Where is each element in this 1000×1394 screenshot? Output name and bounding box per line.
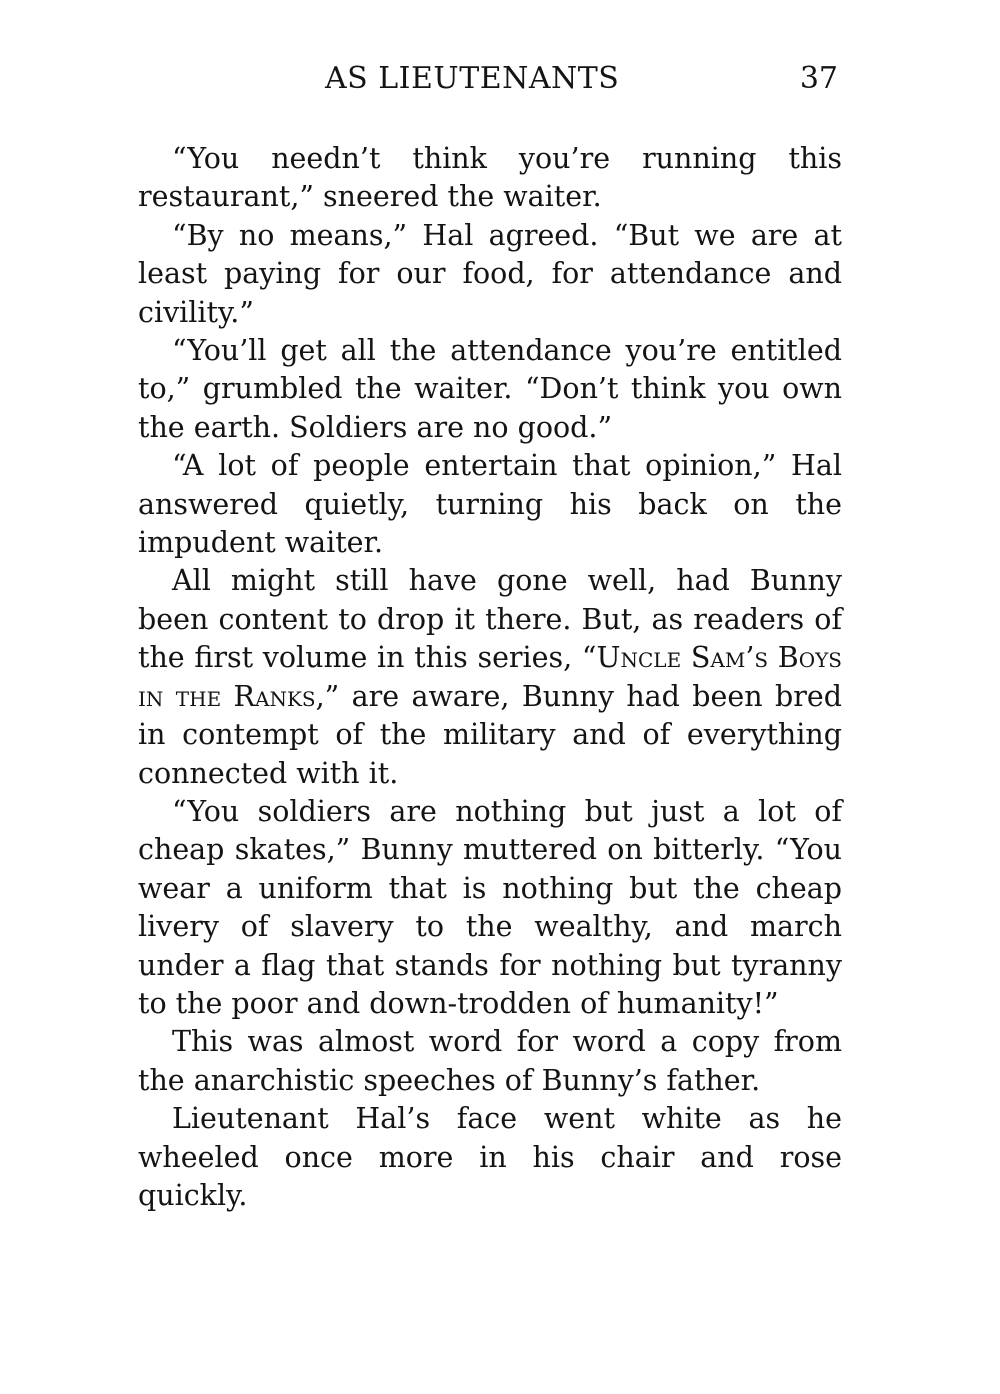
paragraph: “You soldiers are nothing but just a lot of cheap skates,” Bunny muttered on bitterly. “You wear a uniform that is nothing but the cheap livery of slavery to the wealthy, and march under a flag that stands for nothing but tyranny to the poor and down-trodden of humanity!” <box>138 794 842 1020</box>
page-header <box>138 54 842 104</box>
running-head: AS LIEUTENANTS <box>325 61 620 96</box>
paragraph: “A lot of people entertain that opinion,” Hal answered quietly, turning his back on the impudent waiter. <box>138 449 842 560</box>
paragraph: Lieutenant Hal’s face went white as he wheeled once more in his chair and rose quickly. <box>138 1102 842 1212</box>
body-text <box>138 140 842 1215</box>
paragraph-text: ,” are aware, Bunny had been bred in contempt of the military and of everything connected with it. <box>138 679 842 790</box>
paragraph: “You needn’t think you’re running this restaurant,” sneered the waiter. <box>138 142 842 214</box>
book-title: Uncle Sam’s Boys in the Ranks <box>138 641 843 713</box>
book-page <box>138 54 842 1215</box>
paragraph <box>138 562 842 792</box>
paragraph: This was almost word for word a copy from the anarchistic speeches of Bunny’s father. <box>138 1025 842 1097</box>
paragraph: “By no means,” Hal agreed. “But we are at least paying for our food, for attendance and civility.” <box>138 218 842 329</box>
paragraph: “You’ll get all the attendance you’re entitled to,” grumbled the waiter. “Don’t think you own the earth. Soldiers are no good.” <box>138 334 842 444</box>
page-number: 37 <box>799 61 838 96</box>
paragraph-text: All might still have gone well, had Bunny been content to drop it there. But, as readers of the first volume in this series, “ <box>138 564 842 675</box>
